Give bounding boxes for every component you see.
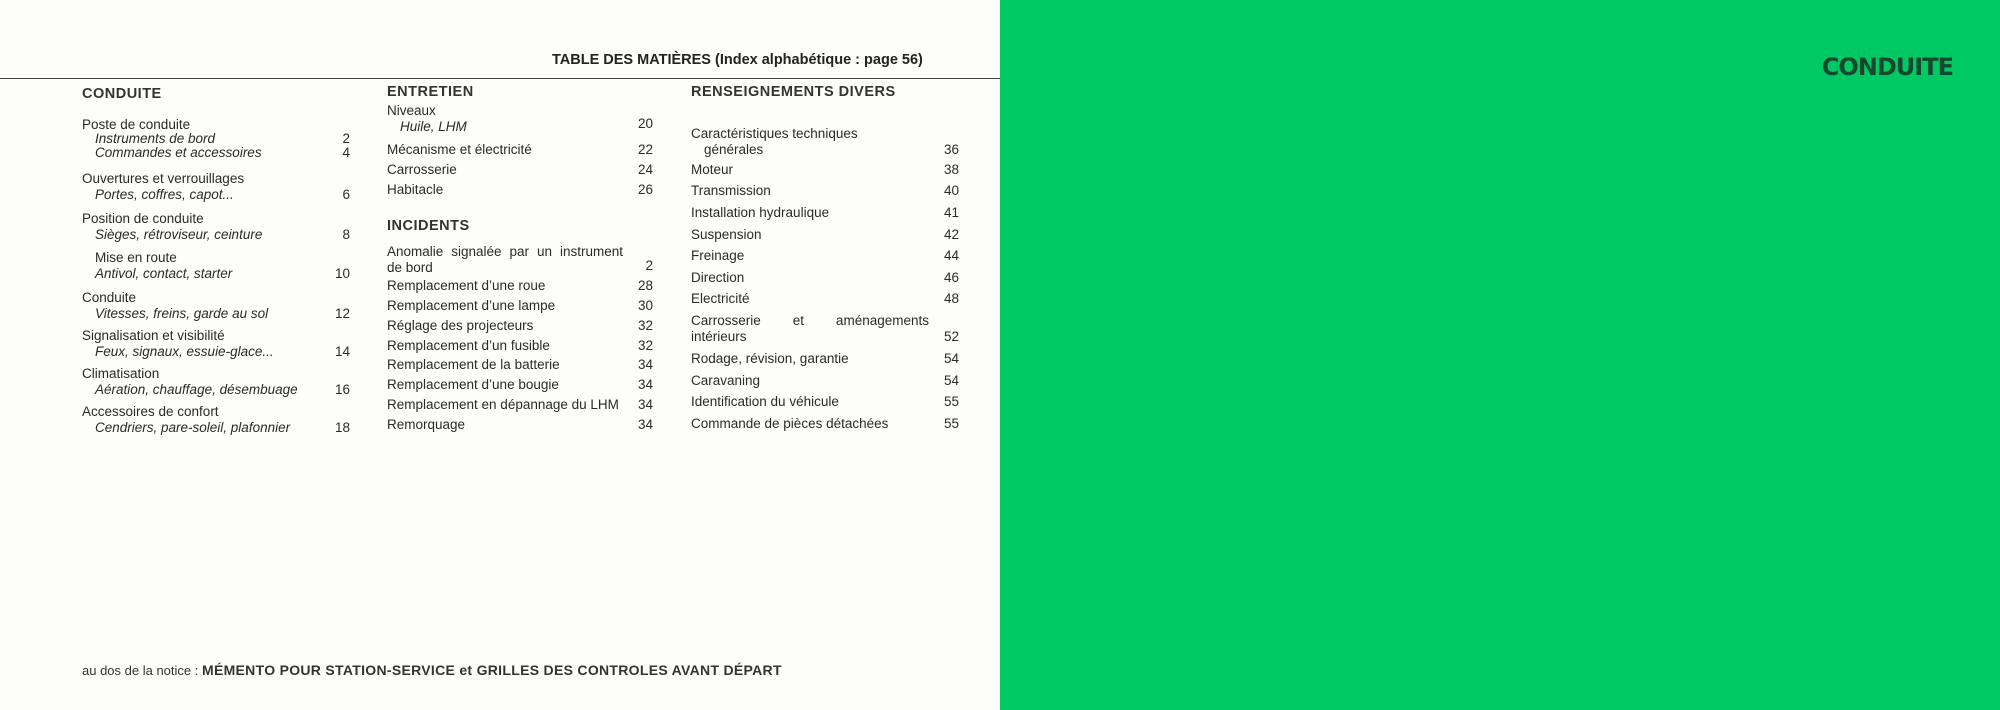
entry-title: Commande de pièces détachées: [691, 416, 889, 431]
toc-entry[interactable]: [691, 270, 959, 286]
entry-title: Carrosserie: [387, 162, 457, 177]
entry-title: Caravaning: [691, 373, 761, 388]
entry-title: Moteur: [691, 162, 734, 177]
entry-title: Electricité: [691, 291, 750, 306]
toc-entry[interactable]: [691, 183, 959, 199]
toc-entry[interactable]: [387, 318, 653, 334]
toc-entry[interactable]: [691, 126, 959, 157]
entry-title: Habitacle: [387, 182, 444, 197]
entry-title: Remplacement d’un fusible: [387, 338, 550, 353]
entry-title-continued: intérieurs: [691, 328, 747, 344]
entry-title: Conduite: [82, 290, 137, 305]
entry-title: Niveaux: [387, 103, 436, 118]
entry-page: 16: [334, 381, 350, 397]
header-rule: [0, 78, 1000, 79]
conduite-heading: CONDUITE: [82, 86, 162, 102]
footer-strong: MÉMENTO POUR STATION-SERVICE et GRILLES DES CONTROLES AVANT DÉPART: [201, 662, 782, 678]
entry-page: 42: [943, 227, 959, 242]
entry-title: Identification du véhicule: [691, 394, 839, 409]
entry-title-continued: générales: [704, 141, 764, 157]
entry-page: 41: [943, 205, 959, 220]
toc-entry[interactable]: [691, 248, 959, 264]
entry-title: Réglage des projecteurs: [387, 318, 534, 333]
entry-page: 2: [645, 257, 653, 273]
toc-entry[interactable]: [691, 291, 959, 307]
entry-title: Accessoires de confort: [82, 404, 219, 419]
entry-title: Remplacement de la batterie: [387, 357, 560, 372]
entry-page: 30: [637, 298, 653, 313]
entry-page: 55: [943, 416, 959, 431]
right-page: [1000, 0, 2000, 710]
entry-title: Freinage: [691, 248, 745, 263]
toc-entry[interactable]: [387, 338, 653, 354]
toc-entry[interactable]: [691, 416, 959, 432]
entry-title: Position de conduite: [82, 211, 204, 226]
entry-title: Direction: [691, 270, 745, 285]
entry-title-continued: de bord: [387, 259, 433, 275]
entry-subtitle: Cendriers, pare-soleil, plafonnier: [95, 419, 291, 435]
entry-subtitle: Aération, chauffage, désembuage: [95, 381, 298, 397]
entry-title: Carrosserie et aménagements: [691, 313, 929, 328]
toc-entry[interactable]: [387, 162, 653, 178]
toc-entry[interactable]: [387, 377, 653, 393]
section-title: CONDUITE: [1821, 53, 1953, 81]
toc-entry[interactable]: [82, 328, 350, 359]
toc-entry[interactable]: [387, 278, 653, 294]
entry-title: Transmission: [691, 183, 771, 198]
entry-page: 54: [943, 373, 959, 388]
entry-page: 34: [637, 397, 653, 412]
toc-entry[interactable]: [691, 227, 959, 243]
toc-entry[interactable]: [387, 397, 653, 413]
entry-title: Anomalie signalée par un instrument: [387, 244, 623, 259]
toc-entry[interactable]: [691, 162, 959, 178]
entry-subtitle: Sièges, rétroviseur, ceinture: [95, 226, 263, 242]
entry-page: 46: [943, 270, 959, 285]
entry-page: 44: [943, 248, 959, 263]
toc-entry[interactable]: [691, 373, 959, 389]
entry-page: 12: [334, 305, 350, 321]
entry-subtitle: Commandes et accessoires: [95, 145, 262, 160]
incidents-heading: INCIDENTS: [387, 218, 470, 234]
entry-page: 20: [637, 116, 653, 131]
entry-subtitle: Huile, LHM: [400, 118, 467, 134]
entry-subtitle: Feux, signaux, essuie-glace...: [95, 343, 274, 359]
entry-page: 8: [342, 226, 350, 242]
renseignements-heading: RENSEIGNEMENTS DIVERS: [691, 84, 896, 100]
entry-page: 34: [637, 417, 653, 432]
entry-page: 40: [943, 183, 959, 198]
entry-title: Remorquage: [387, 417, 466, 432]
entry-page: 4: [342, 145, 350, 160]
entry-title: Remplacement d’une bougie: [387, 377, 559, 392]
entry-title: Remplacement en dépannage du LHM: [387, 397, 619, 412]
entry-title: Ouvertures et verrouillages: [82, 171, 245, 186]
footer-lead: au dos de la notice :: [82, 663, 199, 678]
toc-entry[interactable]: [387, 103, 653, 134]
entry-title: Mise en route: [95, 250, 177, 265]
toc-entry[interactable]: [82, 366, 350, 397]
toc-entry[interactable]: [387, 357, 653, 373]
entry-page: 36: [943, 141, 959, 157]
toc-entry[interactable]: [82, 145, 350, 161]
entry-title: Caractéristiques techniques: [691, 126, 858, 141]
toc-entry[interactable]: [691, 351, 959, 367]
toc-entry[interactable]: [82, 290, 350, 321]
toc-entry[interactable]: [387, 417, 653, 433]
entry-page: 26: [637, 182, 653, 197]
toc-entry[interactable]: [387, 182, 653, 198]
entry-title: Poste de conduite: [82, 117, 191, 132]
entry-title: Mécanisme et électricité: [387, 142, 532, 157]
entry-title: Signalisation et visibilité: [82, 328, 225, 343]
toc-entry[interactable]: [82, 171, 350, 202]
entry-page: 14: [334, 343, 350, 359]
toc-entry[interactable]: [387, 142, 653, 158]
entry-title: Remplacement d’une roue: [387, 278, 546, 293]
entry-title: Suspension: [691, 227, 762, 242]
entry-page: 48: [943, 291, 959, 306]
entry-title: Remplacement d’une lampe: [387, 298, 556, 313]
entry-page: 10: [334, 265, 350, 281]
entry-title: Climatisation: [82, 366, 160, 381]
entry-page: 2: [342, 131, 350, 146]
entry-page: 28: [637, 278, 653, 293]
entry-subtitle: Antivol, contact, starter: [95, 265, 233, 281]
entry-subtitle: Portes, coffres, capot...: [95, 186, 234, 202]
entry-title: Rodage, révision, garantie: [691, 351, 849, 366]
toc-entry[interactable]: [691, 313, 959, 344]
entry-title: Installation hydraulique: [691, 205, 830, 220]
entry-subtitle: Instruments de bord: [95, 131, 216, 146]
toc-entry[interactable]: [691, 205, 959, 221]
entry-page: 34: [637, 377, 653, 392]
entry-page: 32: [637, 338, 653, 353]
entry-subtitle: Vitesses, freins, garde au sol: [95, 305, 269, 321]
toc-entry[interactable]: [691, 394, 959, 410]
entry-page: 52: [943, 328, 959, 344]
entry-page: 34: [637, 357, 653, 372]
entry-page: 55: [943, 394, 959, 409]
entry-page: 24: [637, 162, 653, 177]
entry-page: 38: [943, 162, 959, 177]
entry-page: 22: [637, 142, 653, 157]
toc-entry[interactable]: [82, 211, 350, 242]
toc-entry[interactable]: [387, 244, 653, 275]
entretien-heading: ENTRETIEN: [387, 84, 474, 100]
toc-title: TABLE DES MATIÈRES (Index alphabétique : page 56): [552, 52, 923, 68]
entry-page: 32: [637, 318, 653, 333]
toc-entry[interactable]: [82, 250, 350, 281]
entry-page: 6: [342, 186, 350, 202]
entry-page: 18: [334, 419, 350, 435]
footer-note: [82, 662, 782, 678]
toc-entry[interactable]: [82, 404, 350, 435]
toc-entry[interactable]: [387, 298, 653, 314]
entry-page: 54: [943, 351, 959, 366]
